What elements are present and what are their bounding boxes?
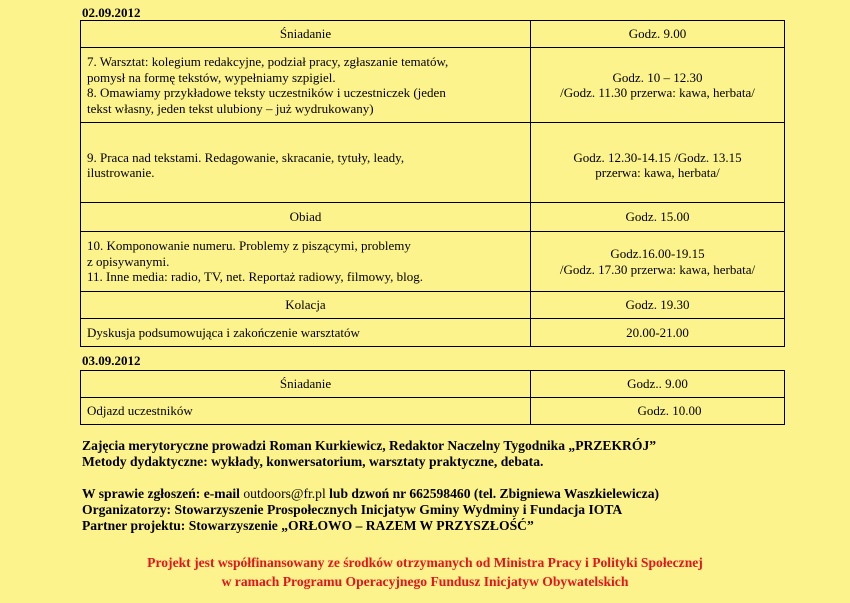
signup-note — [82, 486, 659, 501]
signup-email-link[interactable]: outdoors@fr.pl — [243, 486, 326, 501]
time-line: /Godz. 11.30 przerwa: kawa, herbata/ — [560, 85, 755, 100]
activity-line: ilustrowanie. — [87, 165, 155, 180]
funding-note — [0, 553, 850, 591]
time-cell: Godz. 10.00 — [531, 398, 785, 425]
table-row — [81, 21, 785, 48]
table-row — [81, 319, 785, 347]
activity-line: 7. Warsztat: kolegium redakcyjne, podział pracy, zgłaszanie tematów, — [87, 54, 449, 69]
table-row — [81, 48, 785, 123]
time-line: Godz. 12.30-14.15 /Godz. 13.15 — [573, 149, 742, 165]
time-line: Godz. 10 – 12.30 — [612, 69, 703, 85]
methods-note: Metody dydaktyczne: wykłady, konwersatorium, warsztaty praktyczne, debata. — [82, 454, 544, 469]
time-cell — [531, 232, 785, 292]
time-cell: Godz. 19.30 — [531, 292, 785, 319]
day2-schedule-table — [80, 370, 785, 425]
time-cell — [531, 48, 785, 123]
time-line: /Godz. 17.30 przerwa: kawa, herbata/ — [559, 261, 756, 277]
activity-line: pomysł na formę tekstów, wypełniamy szpigiel. — [87, 69, 336, 85]
time-cell: Godz. 15.00 — [531, 203, 785, 232]
activity-cell: Odjazd uczestników — [81, 398, 531, 425]
activity-cell — [81, 123, 531, 203]
activity-line: 9. Praca nad tekstami. Redagowanie, skracanie, tytuły, leady, — [87, 149, 405, 165]
activity-line: 8. Omawiamy przykładowe teksty uczestników i uczestniczek (jeden — [87, 85, 446, 100]
signup-prefix: W sprawie zgłoszeń: e-mail — [82, 486, 244, 501]
day1-date: 02.09.2012 — [82, 5, 141, 20]
funding-line-1: Projekt jest współfinansowany ze środków otrzymanych od Ministra Pracy i Polityki Społecznej — [147, 555, 703, 570]
activity-line: tekst własny, jeden tekst ulubiony – już wydrukowany) — [87, 100, 374, 116]
day2-date: 03.09.2012 — [82, 353, 141, 368]
activity-cell: Kolacja — [81, 292, 531, 319]
table-row — [81, 292, 785, 319]
table-row — [81, 371, 785, 398]
activity-cell: Śniadanie — [81, 21, 531, 48]
day1-schedule-table — [80, 20, 785, 347]
time-cell — [531, 123, 785, 203]
signup-suffix: lub dzwoń nr 662598460 (tel. Zbigniewa Waszkielewicza) — [325, 486, 660, 501]
partner-note: Partner projektu: Stowarzyszenie „ORŁOWO – RAZEM W PRZYSZŁOŚĆ” — [82, 518, 534, 533]
table-row — [81, 123, 785, 203]
table-row — [81, 203, 785, 232]
activity-cell: Dyskusja podsumowująca i zakończenie warsztatów — [81, 319, 531, 347]
activity-line: z opisywanymi. — [87, 253, 170, 269]
time-cell: 20.00-21.00 — [531, 319, 785, 347]
funding-line-2: w ramach Programu Operacyjnego Fundusz Inicjatyw Obywatelskich — [221, 574, 629, 589]
activity-cell: Obiad — [81, 203, 531, 232]
time-cell: Godz. 9.00 — [531, 21, 785, 48]
organizers-note: Organizatorzy: Stowarzyszenie Prospołecznych Inicjatyw Gminy Wydminy i Fundacja IOTA — [82, 502, 623, 517]
activity-line: 11. Inne media: radio, TV, net. Reportaż radiowy, filmowy, blog. — [87, 269, 424, 285]
table-row — [81, 232, 785, 292]
time-cell: Godz.. 9.00 — [531, 371, 785, 398]
table-row — [81, 398, 785, 425]
activity-cell — [81, 48, 531, 123]
activity-cell: Śniadanie — [81, 371, 531, 398]
activity-cell — [81, 232, 531, 292]
time-line: Godz.16.00-19.15 — [610, 246, 705, 261]
lecturer-note: Zajęcia merytoryczne prowadzi Roman Kurkiewicz, Redaktor Naczelny Tygodnika „PRZEKRÓJ” — [82, 438, 657, 453]
activity-line: 10. Komponowanie numeru. Problemy z piszącymi, problemy — [87, 238, 411, 254]
time-line: przerwa: kawa, herbata/ — [595, 165, 720, 180]
